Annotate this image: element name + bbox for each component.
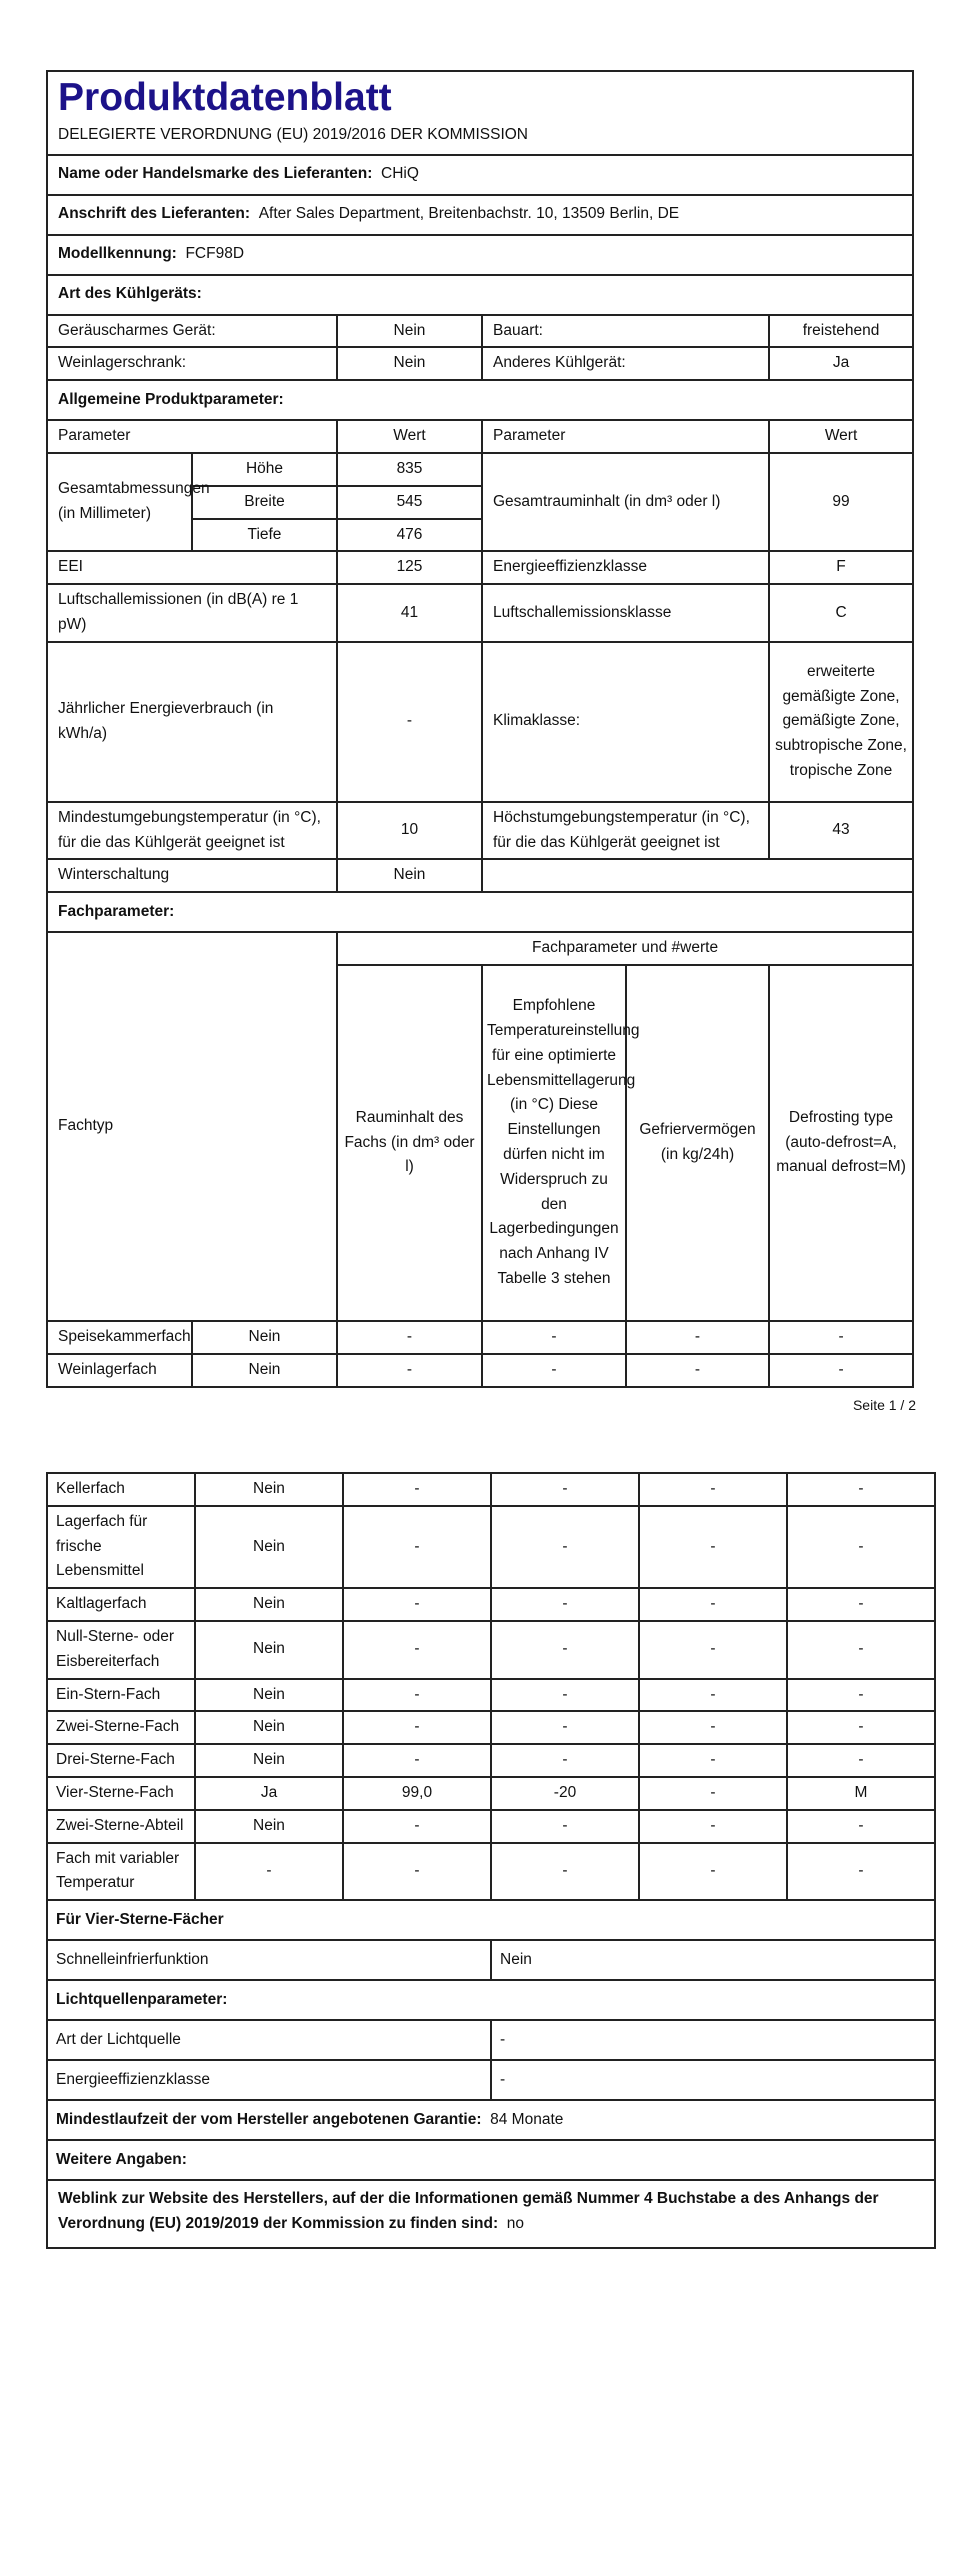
height-value: 835 [337,453,482,486]
compartment-freeze: - [626,1354,769,1387]
compartment-name: Kellerfach [47,1473,195,1506]
regulation-subtitle: DELEGIERTE VERORDNUNG (EU) 2019/2016 DER KOMMISSION [47,121,913,155]
compartment-temp: - [482,1354,626,1387]
table-row [47,1621,935,1679]
compartment-present: Nein [195,1473,343,1506]
compartment-freeze: - [639,1810,787,1843]
compartment-defrost: - [787,1679,935,1712]
table-row [47,1354,913,1387]
other-appliance-label: Anderes Kühlgerät: [482,347,769,380]
compartment-present: - [195,1843,343,1901]
eei-value: 125 [337,551,482,584]
param-header: Parameter [482,420,769,453]
compartment-name: Speisekammerfach [47,1321,192,1354]
compartment-present: Nein [195,1711,343,1744]
compartment-volume: - [343,1711,491,1744]
four-star-heading: Für Vier-Sterne-Fächer [47,1900,935,1940]
energy-class-label: Energieeffizienzklasse [482,551,769,584]
col-temp-header: Empfohlene Temperatureinstellung für eine optimierte Lebensmittellagerung (in °C) Diese Einstellungen dürfen nicht im Widerspruch zu den Lagerbedingungen nach Anhang IV Tabelle 3 stehen [482,965,626,1321]
noise-class-value: C [769,584,913,642]
compartment-volume: - [343,1810,491,1843]
table-row [47,1843,935,1901]
supplier-address-row [47,195,913,235]
value-header: Wert [337,420,482,453]
compartment-type-header: Fachtyp [47,932,337,1321]
compartment-freeze: - [639,1744,787,1777]
datasheet-page-1 [46,70,914,1388]
model-row [47,235,913,275]
other-appliance-value: Ja [769,347,913,380]
table-row [47,1506,935,1588]
compartment-name: Kaltlagerfach [47,1588,195,1621]
light-type-label: Art der Lichtquelle [47,2020,491,2060]
compartment-volume: - [343,1843,491,1901]
compartment-defrost: - [787,1711,935,1744]
warranty-value: 84 Monate [490,2110,564,2128]
compartment-temp: - [491,1506,639,1588]
compartment-present: Nein [195,1506,343,1588]
width-label: Breite [192,486,337,519]
depth-label: Tiefe [192,519,337,552]
compartment-volume: - [343,1679,491,1712]
compartment-name: Lagerfach für frische Lebensmittel [47,1506,195,1588]
design-value: freistehend [769,315,913,348]
compartment-present: Ja [195,1777,343,1810]
supplier-name-value: CHiQ [381,165,419,183]
winter-switch-value: Nein [337,859,482,892]
general-heading: Allgemeine Produktparameter: [47,380,913,420]
compartment-defrost: - [787,1506,935,1588]
height-label: Höhe [192,453,337,486]
volume-value: 99 [769,453,913,551]
empty-cell [482,859,913,892]
table-row [47,1810,935,1843]
compartment-defrost: - [787,1588,935,1621]
page-title: Produktdatenblatt [47,71,913,121]
fast-freeze-value: Nein [491,1940,935,1980]
compartment-defrost: - [787,1810,935,1843]
supplier-address-value: After Sales Department, Breitenbachstr. 10, 13509 Berlin, DE [258,205,680,223]
supplier-name-label: Name oder Handelsmarke des Lieferanten: [58,165,373,183]
col-volume-header: Rauminhalt des Fachs (in dm³ oder l) [337,965,482,1321]
dimensions-label: Gesamtabmessungen (in Millimeter) [47,453,192,551]
light-heading: Lichtquellenparameter: [47,1980,935,2020]
page-number: Seite 1 / 2 [852,1397,916,1413]
compartment-temp: - [482,1321,626,1354]
annual-energy-label: Jährlicher Energieverbrauch (in kWh/a) [47,642,337,802]
compartment-volume: - [337,1321,482,1354]
model-value: FCF98D [185,245,245,263]
further-heading: Weitere Angaben: [47,2140,935,2180]
col-freeze-header: Gefriervermögen (in kg/24h) [626,965,769,1321]
winter-switch-label: Winterschaltung [47,859,337,892]
compartment-defrost: - [787,1843,935,1901]
compartment-freeze: - [639,1679,787,1712]
energy-class-value: F [769,551,913,584]
compartment-defrost: M [787,1777,935,1810]
noise-label: Luftschallemissionen (in dB(A) re 1 pW) [47,584,337,642]
compartment-group-header: Fachparameter und #werte [337,932,913,965]
weblink-row [47,2180,935,2248]
table-row [47,1679,935,1712]
compartment-volume: - [343,1473,491,1506]
table-row [47,1588,935,1621]
table-row [47,1744,935,1777]
compartment-volume: - [337,1354,482,1387]
compartment-present: Nein [195,1810,343,1843]
compartment-defrost: - [787,1621,935,1679]
compartments-heading: Fachparameter: [47,892,913,932]
compartment-freeze: - [639,1588,787,1621]
compartment-freeze: - [639,1777,787,1810]
compartment-temp: - [491,1843,639,1901]
eei-label: EEI [47,551,337,584]
compartment-temp: - [491,1810,639,1843]
compartment-name: Ein-Stern-Fach [47,1679,195,1712]
compartment-present: Nein [195,1744,343,1777]
compartment-present: Nein [195,1588,343,1621]
depth-value: 476 [337,519,482,552]
table-row [47,1321,913,1354]
max-temp-value: 43 [769,802,913,860]
climate-class-label: Klimaklasse: [482,642,769,802]
climate-class-value: erweiterte gemäßigte Zone, gemäßigte Zone, subtropische Zone, tropische Zone [769,642,913,802]
design-label: Bauart: [482,315,769,348]
max-temp-label: Höchstumgebungstemperatur (in °C), für die das Kühlgerät geeignet ist [482,802,769,860]
compartment-temp: - [491,1679,639,1712]
low-noise-value: Nein [337,315,482,348]
model-label: Modellkennung: [58,245,177,263]
compartment-name: Fach mit variabler Temperatur [47,1843,195,1901]
fast-freeze-label: Schnelleinfrierfunktion [47,1940,491,1980]
compartment-temp: - [491,1711,639,1744]
compartment-present: Nein [192,1321,337,1354]
compartment-defrost: - [769,1354,913,1387]
compartment-volume: - [343,1588,491,1621]
wine-cabinet-value: Nein [337,347,482,380]
noise-value: 41 [337,584,482,642]
compartment-freeze: - [639,1711,787,1744]
compartment-temp: - [491,1621,639,1679]
supplier-address-label: Anschrift des Lieferanten: [58,205,251,223]
compartment-name: Null-Sterne- oder Eisbereiterfach [47,1621,195,1679]
wine-cabinet-label: Weinlagerschrank: [47,347,337,380]
value-header: Wert [769,420,913,453]
warranty-label: Mindestlaufzeit der vom Hersteller angebotenen Garantie: [56,2110,482,2128]
min-temp-value: 10 [337,802,482,860]
table-row [47,1777,935,1810]
volume-label: Gesamtrauminhalt (in dm³ oder l) [482,453,769,551]
compartment-name: Drei-Sterne-Fach [47,1744,195,1777]
compartment-name: Vier-Sterne-Fach [47,1777,195,1810]
compartment-freeze: - [639,1473,787,1506]
compartment-defrost: - [769,1321,913,1354]
compartment-freeze: - [639,1621,787,1679]
min-temp-label: Mindestumgebungstemperatur (in °C), für die das Kühlgerät geeignet ist [47,802,337,860]
compartment-freeze: - [639,1506,787,1588]
compartment-volume: 99,0 [343,1777,491,1810]
light-type-value: - [491,2020,935,2060]
compartment-temp: - [491,1744,639,1777]
compartment-temp: - [491,1588,639,1621]
table-row [47,1711,935,1744]
weblink-value: no [506,2214,524,2232]
light-class-label: Energieeffizienzklasse [47,2060,491,2100]
low-noise-label: Geräuscharmes Gerät: [47,315,337,348]
compartment-temp: - [491,1473,639,1506]
light-class-value: - [491,2060,935,2100]
supplier-name-row [47,155,913,195]
compartment-present: Nein [195,1621,343,1679]
compartment-volume: - [343,1621,491,1679]
warranty-row [47,2100,935,2140]
param-header: Parameter [47,420,337,453]
compartment-freeze: - [639,1843,787,1901]
noise-class-label: Luftschallemissionsklasse [482,584,769,642]
weblink-label: Weblink zur Website des Herstellers, auf der die Informationen gemäß Nummer 4 Buchstabe a des Anhangs der Verordnung (EU) 2019/2019 der Kommission zu finden sind: [58,2190,879,2232]
compartment-volume: - [343,1506,491,1588]
width-value: 545 [337,486,482,519]
col-defrost-header: Defrosting type (auto-defrost=A, manual defrost=M) [769,965,913,1321]
compartment-name: Weinlagerfach [47,1354,192,1387]
compartment-defrost: - [787,1744,935,1777]
table-row [47,1473,935,1506]
compartment-volume: - [343,1744,491,1777]
annual-energy-value: - [337,642,482,802]
compartment-name: Zwei-Sterne-Abteil [47,1810,195,1843]
compartment-defrost: - [787,1473,935,1506]
compartment-temp: -20 [491,1777,639,1810]
compartment-present: Nein [195,1679,343,1712]
appliance-type-heading: Art des Kühlgeräts: [47,275,913,315]
compartment-freeze: - [626,1321,769,1354]
datasheet-page-2 [46,1472,936,2249]
compartment-name: Zwei-Sterne-Fach [47,1711,195,1744]
compartment-present: Nein [192,1354,337,1387]
